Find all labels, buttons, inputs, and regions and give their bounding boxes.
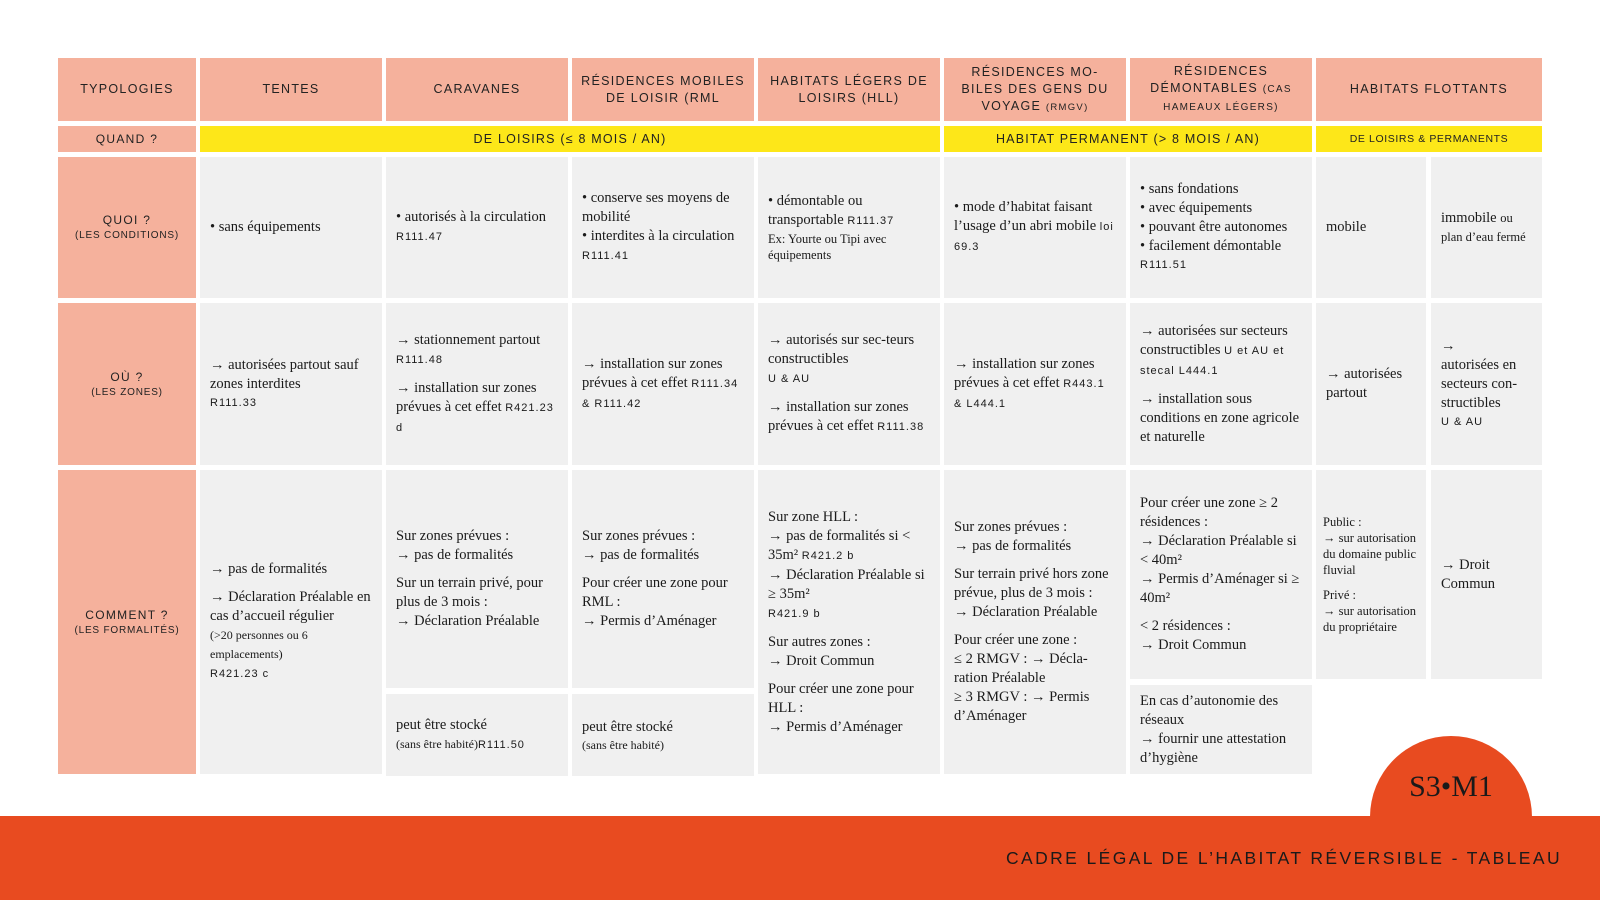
quoi-rml: • conserve ses moyens de mobilité • interdites à la circulation R111.41 [572,157,754,298]
comment-caravanes: Sur zones prévues : → pas de formalités Sur un terrain privé, pour plus de 3 mois : → Déclaration Préalable [386,470,568,688]
quoi-caravanes: • autorisés à la circulation R111.47 [386,157,568,298]
comment-demontables: Pour créer une zone ≥ 2 résidences : → Déclaration Préalable si < 40m² → Permis d’Aménager si ≥ 40m² < 2 résidences : → Droit Commun [1130,470,1312,679]
quand-flottants: DE LOISIRS & PERMANENTS [1316,126,1542,152]
header-hll: HABITATS LÉGERS DE LOISIRS (HLL) [758,58,940,121]
quoi-rmgv: • mode d’habitat faisant l’usage d’un abri mobile loi 69.3 [944,157,1126,298]
ou-rml: → installation sur zones prévues à cet effet R111.34 & R111.42 [572,303,754,465]
module-badge-label: S3•M1 [1409,770,1493,803]
quoi-label: QUOI ? (LES CONDITIONS) [58,157,196,298]
ou-flottants-mobile: → autorisées partout [1316,303,1426,465]
comment-rmgv: Sur zones prévues : → pas de formalités Sur terrain privé hors zone prévue, plus de 3 mois : → Déclaration Préalable Pour créer une zone : ≤ 2 RMGV : → Décla-ration Préalable ≥ 3 RMGV : → Permis d’Aménager [944,470,1126,774]
header-typologies: TYPOLOGIES [58,58,196,121]
quoi-tentes: • sans équipements [200,157,382,298]
comment-hll: Sur zone HLL : → pas de formalités si < 35m² R421.2 b → Déclaration Préalable si ≥ 35m² R421.9 b Sur autres zones : → Droit Commun Pour créer une zone pour HLL : → Permis d’Aménager [758,470,940,774]
quoi-demontables: • sans fondations • avec équipements • pouvant être autonomes • facilement démontable R111.51 [1130,157,1312,298]
quand-label: QUAND ? [58,126,196,152]
header-caravanes: CARAVANES [386,58,568,121]
footer-title: CADRE LÉGAL DE L’HABITAT RÉVERSIBLE - TABLEAU [1005,848,1562,868]
quoi-hll: • démontable ou transportable R111.37 Ex: Yourte ou Tipi avec équipements [758,157,940,298]
ou-label: OÙ ? (LES ZONES) [58,303,196,465]
comment-demontables-autonomie: En cas d’autonomie des réseaux → fournir une attestation d’hygiène [1130,685,1312,774]
ou-demontables: → autorisées sur secteurs constructibles U et AU et stecal L444.1 → installation sous conditions en zone agricole et naturelle [1130,303,1312,465]
comment-caravanes-stock: peut être stocké (sans être habité)R111.50 [386,694,568,776]
comment-tentes: → pas de formalités → Déclaration Préalable en cas d’accueil régulier (>20 personnes ou 6 emplacements) R421.23 c [200,470,382,774]
quand-loisirs: DE LOISIRS (≤ 8 MOIS / AN) [200,126,940,152]
ou-caravanes: → stationnement partout R111.48 → installation sur zones prévues à cet effet R421.23 d [386,303,568,465]
header-tentes: TENTES [200,58,382,121]
comment-rml: Sur zones prévues : → pas de formalités Pour créer une zone pour RML : → Permis d’Aménager [572,470,754,688]
quoi-flottants-immobile: immobile ou plan d’eau fermé [1431,157,1542,298]
quoi-flottants-mobile: mobile [1316,157,1426,298]
ou-hll: → autorisés sur sec-teurs constructibles U & AU → installation sur zones prévues à cet effet R111.38 [758,303,940,465]
comment-rml-stock: peut être stocké (sans être habité) [572,694,754,776]
ou-rmgv: → installation sur zones prévues à cet effet R443.1 & L444.1 [944,303,1126,465]
comment-label: COMMENT ? (LES FORMALITÉS) [58,470,196,774]
comment-flottants-immobile: → Droit Commun [1431,470,1542,679]
footer-bar [0,816,1600,900]
header-rmgv: RÉSIDENCES MO- BILES DES GENS DU VOYAGE (RMGV) [944,58,1126,121]
header-demontables: RÉSIDENCES DÉMONTABLES (CAS HAMEAUX LÉGERS) [1130,58,1312,121]
comment-flottants-mobile: Public : → sur autorisation du domaine public fluvial Privé : → sur autorisation du propriétaire [1316,470,1426,679]
ou-tentes: → autorisées partout sauf zones interdites R111.33 [200,303,382,465]
header-flottants: HABITATS FLOTTANTS [1316,58,1542,121]
quand-permanent: HABITAT PERMANENT (> 8 MOIS / AN) [944,126,1312,152]
ou-flottants-immobile: → autorisées en secteurs con-structibles U & AU [1431,303,1542,465]
header-rml: RÉSIDENCES MOBILES DE LOISIR (RML [572,58,754,121]
